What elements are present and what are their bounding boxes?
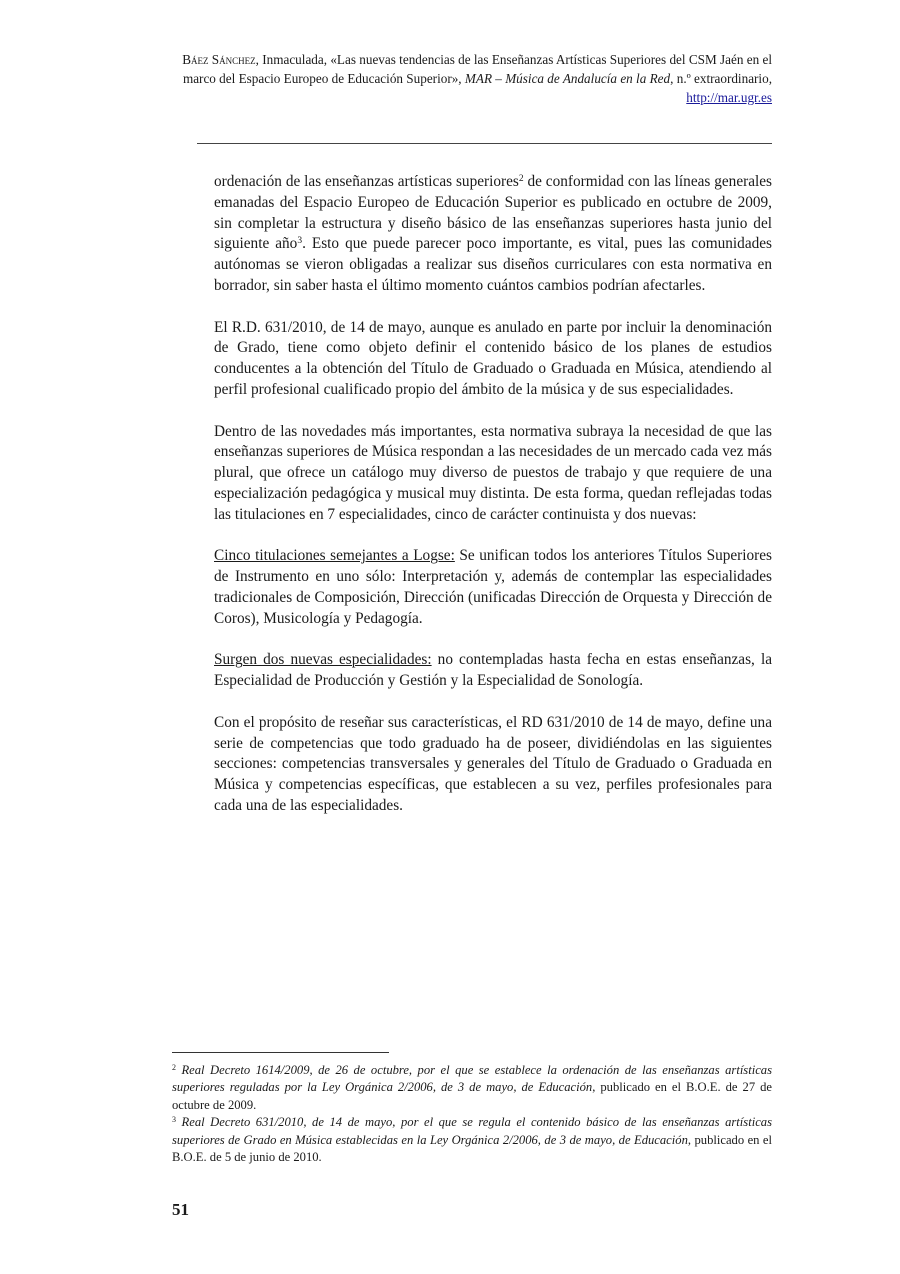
header-issue: , n.º extraordinario, (670, 71, 772, 86)
header-author-surname: Báez Sánchez (182, 52, 256, 67)
paragraph-5: Surgen dos nuevas especialidades: no contempladas hasta fecha en estas enseñanzas, la Especialidad de Producción y Gestión y la Especialidad de Sonología. (214, 651, 772, 690)
footnote-ref-3[interactable]: 3 (297, 236, 303, 247)
running-header (150, 50, 772, 107)
footnote-divider (172, 1052, 389, 1053)
footnote-3: $^3$ Real Decreto 631/2010, de 14 de mayo, por el que se regula el contenido básico de las enseñanzas artísticas superiores de Grado en Música establecidas en la Ley Orgánica 2/2006, de 3 de mayo, de Educación, publicado en el B.O.E. de 5 de junio de 2010. (172, 1115, 772, 1165)
body-text (214, 172, 772, 838)
paragraph-5-heading: Surgen dos nuevas especialidades: (214, 651, 432, 669)
paragraph-4-heading: Cinco titulaciones semejantes a Logse: (214, 547, 455, 565)
footnotes (172, 1062, 772, 1166)
footnote-ref-2[interactable]: 2 (518, 174, 524, 184)
header-citation: , Inmaculada, «Las nuevas tendencias de las Enseñanzas Artísticas Superiores del CSM Jaén en el marco del Espacio Europeo de Educación Superior», (182, 52, 772, 86)
header-journal: MAR – Música de Andalucía en la Red (464, 71, 671, 86)
paragraph-3: Dentro de las novedades más importantes, esta normativa subraya la necesidad de que las enseñanzas superiores de Música respondan a las necesidades de un mercado cada vez más plural, que ofrece un catálogo muy diverso de puestos de trabajo y que requiere de una especialización pedagógica y musical muy distinta. De esta forma, quedan reflejadas todas las titulaciones en 7 especialidades, cinco de carácter continuista y dos nuevas: (214, 422, 772, 523)
footnote-2: $^2$ Real Decreto 1614/2009, de 26 de octubre, por el que se establece la ordenación de las enseñanzas artísticas superiores reguladas por la Ley Orgánica 2/2006, de 3 de mayo, de Educación, publicado en el B.O.E. de 27 de octubre de 2009. (172, 1063, 772, 1112)
paragraph-2: El R.D. 631/2010, de 14 de mayo, aunque es anulado en parte por incluir la denominación de Grado, tiene como objeto definir el contenido básico de los planes de estudios conducentes a la obtención del Título de Graduado o Graduada en Música, atendiendo al perfil profesional cualificado propio del ámbito de la música y de sus especialidades. (214, 318, 772, 398)
paragraph-4: Cinco titulaciones semejantes a Logse: Se unifican todos los anteriores Títulos Superiores de Instrumento en uno sólo: Interpretación y, además de contemplar las especialidades tradicionales de Composición, Dirección (unificadas Dirección de Orquesta y Dirección de Coros), Musicología y Pedagogía. (214, 547, 772, 627)
header-divider (197, 143, 772, 144)
page-number: 51 (172, 1200, 189, 1219)
paragraph-6: Con el propósito de reseñar sus características, el RD 631/2010 de 14 de mayo, define una serie de competencias que todo graduado ha de poseer, dividiéndolas en las siguientes secciones: competencias transversales y generales del Título de Graduado o Graduada en Música y competencias específicas, que establecen a su vez, perfiles profesionales para cada una de las especialidades. (214, 713, 772, 814)
header-url-link[interactable]: http://mar.ugr.es (686, 90, 772, 105)
paragraph-1: ordenación de las enseñanzas artísticas superiores$^2$ de conformidad con las líneas generales emanadas del Espacio Europeo de Educación Superior es publicado en octubre de 2009, sin completar la estructura y diseño básico de las enseñanzas superiores hasta junio del siguiente año$^3$. Esto que puede parecer poco importante, es vital, pues las comunidades autónomas se vieron obligadas a realizar sus diseños curriculares con esta normativa en borrador, sin saber hasta el último momento cuántos cambios podrían afectarles. (214, 173, 772, 294)
